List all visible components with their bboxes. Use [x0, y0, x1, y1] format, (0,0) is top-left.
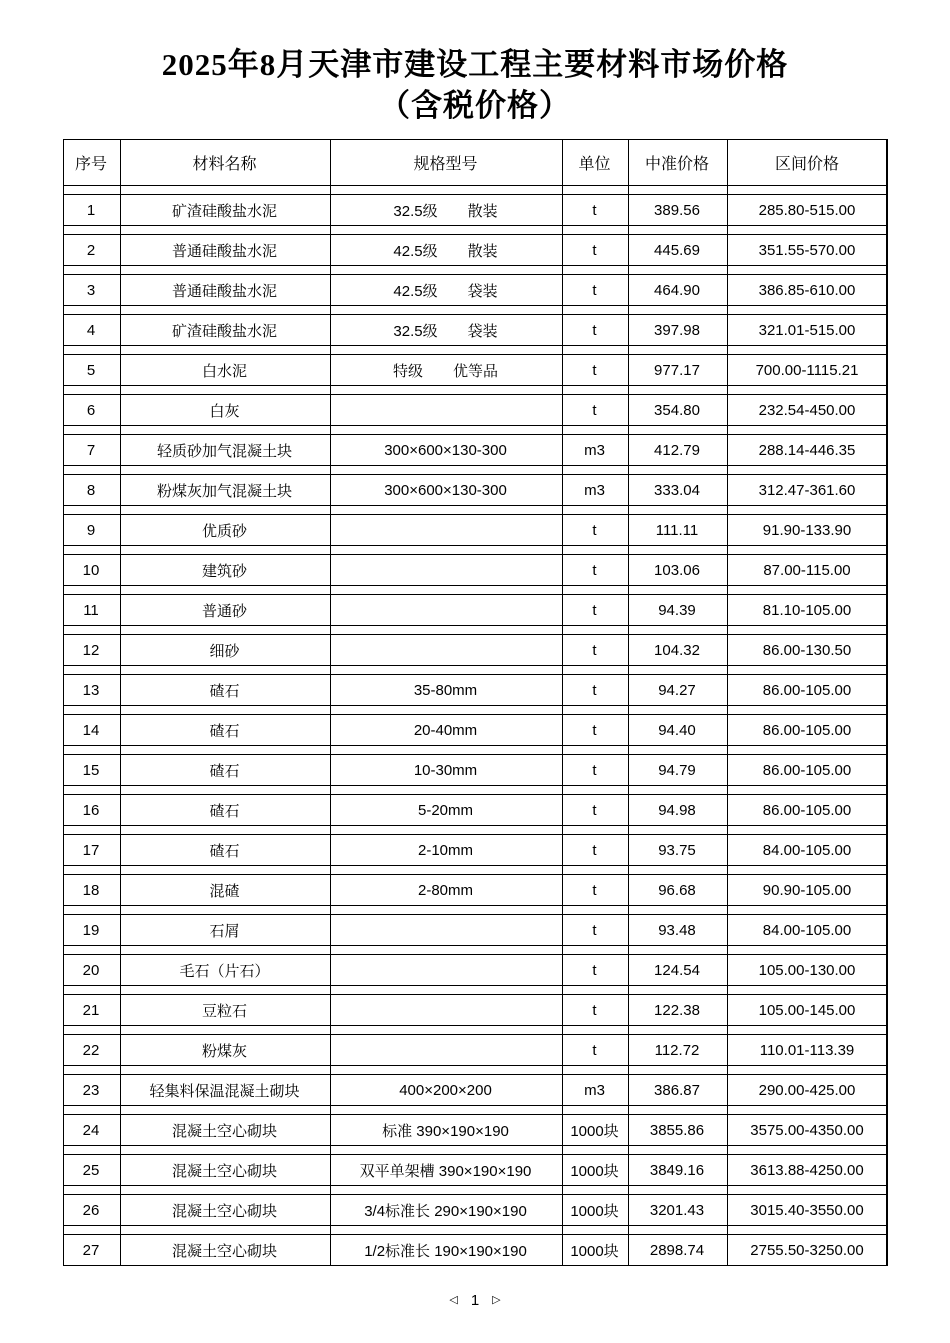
cell-price-range: 87.00-115.00 — [763, 561, 851, 579]
header-cell-spec: 规格型号 — [413, 156, 478, 173]
table-row — [63, 194, 888, 226]
cell-unit: t — [592, 601, 597, 619]
cell-unit: t — [592, 321, 597, 339]
cell-base-price: 386.87 — [654, 1081, 700, 1099]
cell-base-price: 96.68 — [658, 881, 696, 899]
cell-base-price: 977.17 — [654, 361, 700, 379]
cell-unit: t — [592, 281, 597, 299]
table-row — [63, 1154, 888, 1186]
cell-material: 细砂 — [209, 642, 240, 660]
cell-price-range: 3613.88-4250.00 — [750, 1161, 864, 1179]
table-row — [63, 274, 888, 306]
cell-material: 混碴 — [209, 882, 240, 900]
cell-base-price: 94.98 — [658, 801, 696, 819]
cell-material: 粉煤灰加气混凝土块 — [156, 482, 292, 500]
cell-spec — [330, 515, 562, 545]
cell-material: 碴石 — [209, 722, 240, 740]
cell-spec: 42.5级 散装 — [393, 242, 498, 260]
cell-material: 毛石（片石） — [179, 962, 270, 980]
table-row — [63, 1234, 888, 1266]
cell-seq: 15 — [82, 761, 100, 779]
cell-base-price: 2898.74 — [649, 1241, 705, 1259]
pager — [0, 1292, 950, 1309]
cell-seq: 22 — [82, 1041, 100, 1059]
table-row — [63, 834, 888, 866]
cell-seq: 13 — [82, 681, 100, 699]
cell-material: 建筑砂 — [201, 562, 247, 580]
table-row — [63, 314, 888, 346]
cell-base-price: 389.56 — [654, 201, 700, 219]
cell-spec: 300×600×130-300 — [384, 441, 507, 459]
cell-material: 粉煤灰 — [201, 1042, 247, 1060]
cell-price-range: 386.85-610.00 — [758, 281, 856, 299]
cell-price-range: 232.54-450.00 — [758, 401, 856, 419]
table-grid-line — [886, 139, 888, 1266]
cell-seq: 12 — [82, 641, 100, 659]
table-header-row — [63, 139, 888, 186]
cell-seq: 4 — [86, 321, 96, 339]
cell-unit: t — [592, 801, 597, 819]
cell-unit: t — [592, 761, 597, 779]
cell-price-range: 81.10-105.00 — [762, 601, 852, 619]
cell-unit: m3 — [584, 1081, 605, 1099]
cell-seq: 20 — [82, 961, 100, 979]
table-row — [63, 714, 888, 746]
cell-base-price: 104.32 — [654, 641, 700, 659]
cell-unit: t — [592, 401, 597, 419]
cell-seq: 3 — [86, 281, 96, 299]
cell-spec — [330, 555, 562, 585]
cell-material: 轻集料保温混凝土砌块 — [149, 1082, 300, 1100]
cell-seq: 27 — [82, 1241, 100, 1259]
cell-unit: m3 — [584, 441, 605, 459]
table-row — [63, 794, 888, 826]
cell-base-price: 445.69 — [654, 241, 700, 259]
cell-base-price: 122.38 — [654, 1001, 700, 1019]
cell-seq: 24 — [82, 1121, 100, 1139]
cell-price-range: 321.01-515.00 — [758, 321, 856, 339]
cell-unit: t — [592, 201, 597, 219]
cell-price-range: 105.00-130.00 — [758, 961, 856, 979]
table-grid-line — [63, 139, 65, 1266]
header-cell-material: 材料名称 — [192, 156, 257, 173]
cell-seq: 16 — [82, 801, 100, 819]
cell-seq: 2 — [86, 241, 96, 259]
cell-spec: 32.5级 散装 — [393, 202, 498, 220]
header-cell-base-price: 中准价格 — [644, 156, 709, 173]
cell-material: 混凝土空心砌块 — [171, 1122, 277, 1140]
cell-unit: t — [592, 561, 597, 579]
cell-unit: t — [592, 1041, 597, 1059]
cell-base-price: 93.48 — [658, 921, 696, 939]
cell-base-price: 112.72 — [654, 1041, 700, 1059]
cell-seq: 19 — [82, 921, 100, 939]
cell-base-price: 103.06 — [654, 561, 700, 579]
table-row — [63, 474, 888, 506]
table-grid-line — [628, 139, 630, 1266]
cell-spec: 300×600×130-300 — [384, 481, 507, 499]
cell-spec: 20-40mm — [413, 721, 478, 739]
table-row — [63, 394, 888, 426]
cell-seq: 17 — [82, 841, 100, 859]
cell-spec: 特级 优等品 — [392, 362, 498, 380]
cell-seq: 14 — [82, 721, 100, 739]
cell-price-range: 84.00-105.00 — [762, 841, 852, 859]
cell-price-range: 86.00-105.00 — [762, 801, 852, 819]
cell-material: 白灰 — [209, 402, 240, 420]
cell-spec: 5-20mm — [417, 801, 473, 819]
table-grid-line — [727, 139, 729, 1266]
cell-spec — [330, 595, 562, 625]
cell-material: 碴石 — [209, 802, 240, 820]
cell-material: 矿渣硅酸盐水泥 — [171, 322, 277, 340]
table-row — [63, 1194, 888, 1226]
cell-base-price: 412.79 — [654, 441, 700, 459]
cell-spec: 1/2标准长 190×190×190 — [364, 1242, 527, 1260]
next-page-button[interactable]: ▷ — [492, 1294, 501, 1306]
table-row — [63, 1074, 888, 1106]
cell-spec — [330, 395, 562, 425]
cell-price-range: 90.90-105.00 — [762, 881, 852, 899]
cell-material: 碴石 — [209, 762, 240, 780]
header-cell-seq: 序号 — [74, 156, 107, 173]
cell-price-range: 86.00-105.00 — [762, 681, 852, 699]
cell-spec: 32.5级 袋装 — [393, 322, 498, 340]
table-row — [63, 434, 888, 466]
header-cell-unit: 单位 — [578, 156, 611, 173]
cell-unit: 1000块 — [570, 1122, 619, 1140]
cell-unit: m3 — [584, 481, 605, 499]
cell-base-price: 94.39 — [658, 601, 696, 619]
cell-spec — [330, 915, 562, 945]
cell-spec: 2-80mm — [417, 881, 473, 899]
cell-material: 碴石 — [209, 682, 240, 700]
table-row — [63, 514, 888, 546]
cell-material: 普通硅酸盐水泥 — [171, 282, 277, 300]
table-row — [63, 1114, 888, 1146]
table-grid-line — [120, 139, 122, 1266]
title-line-2: （含税价格） — [379, 88, 571, 123]
title-line-1: 2025年8月天津市建设工程主要材料市场价格 — [161, 47, 789, 82]
cell-price-range: 312.47-361.60 — [758, 481, 856, 499]
cell-base-price: 3201.43 — [649, 1201, 705, 1219]
cell-base-price: 333.04 — [654, 481, 700, 499]
cell-unit: t — [592, 921, 597, 939]
cell-price-range: 700.00-1115.21 — [755, 361, 859, 379]
cell-price-range: 290.00-425.00 — [758, 1081, 856, 1099]
cell-unit: t — [592, 641, 597, 659]
cell-base-price: 3849.16 — [649, 1161, 705, 1179]
table-row — [63, 554, 888, 586]
cell-seq: 8 — [86, 481, 96, 499]
table-row — [63, 234, 888, 266]
cell-unit: t — [592, 681, 597, 699]
cell-seq: 10 — [82, 561, 100, 579]
cell-unit: t — [592, 721, 597, 739]
cell-base-price: 124.54 — [654, 961, 700, 979]
cell-spec — [330, 635, 562, 665]
table-grid-line — [330, 139, 332, 1266]
cell-base-price: 94.27 — [658, 681, 696, 699]
cell-price-range: 3575.00-4350.00 — [750, 1121, 864, 1139]
page-title — [0, 44, 950, 126]
cell-material: 混凝土空心砌块 — [171, 1242, 277, 1260]
cell-base-price: 397.98 — [654, 321, 700, 339]
table-grid-line — [562, 139, 564, 1266]
cell-spec: 3/4标准长 290×190×190 — [364, 1202, 527, 1220]
cell-seq: 23 — [82, 1081, 100, 1099]
cell-price-range: 110.01-113.39 — [759, 1041, 855, 1059]
cell-unit: t — [592, 841, 597, 859]
cell-seq: 25 — [82, 1161, 100, 1179]
cell-material: 轻质砂加气混凝土块 — [156, 442, 292, 460]
cell-seq: 7 — [86, 441, 96, 459]
cell-base-price: 354.80 — [654, 401, 700, 419]
cell-seq: 21 — [82, 1001, 100, 1019]
cell-material: 白水泥 — [201, 362, 247, 380]
table-row — [63, 1034, 888, 1066]
cell-seq: 6 — [86, 401, 96, 419]
cell-material: 混凝土空心砌块 — [171, 1202, 277, 1220]
cell-material: 碴石 — [209, 842, 240, 860]
cell-price-range: 288.14-446.35 — [758, 441, 856, 459]
table-row — [63, 874, 888, 906]
cell-seq: 11 — [83, 601, 99, 619]
cell-material: 混凝土空心砌块 — [171, 1162, 277, 1180]
prev-page-button[interactable]: ◁ — [449, 1294, 458, 1306]
cell-unit: t — [592, 521, 597, 539]
cell-material: 优质砂 — [201, 522, 247, 540]
cell-spec — [330, 995, 562, 1025]
price-table — [63, 139, 888, 1266]
table-row — [63, 634, 888, 666]
cell-material: 普通砂 — [201, 602, 247, 620]
cell-seq: 18 — [82, 881, 100, 899]
table-row — [63, 954, 888, 986]
cell-seq: 1 — [86, 201, 96, 219]
cell-base-price: 94.40 — [658, 721, 696, 739]
table-row — [63, 674, 888, 706]
cell-unit: t — [592, 1001, 597, 1019]
cell-material: 豆粒石 — [201, 1002, 247, 1020]
cell-price-range: 285.80-515.00 — [758, 201, 856, 219]
cell-base-price: 464.90 — [654, 281, 700, 299]
cell-spec: 42.5级 袋装 — [393, 282, 498, 300]
cell-price-range: 86.00-105.00 — [762, 721, 852, 739]
cell-unit: t — [592, 881, 597, 899]
header-cell-range: 区间价格 — [774, 156, 839, 173]
table-row — [63, 354, 888, 386]
cell-unit: t — [592, 961, 597, 979]
cell-spec: 400×200×200 — [399, 1081, 492, 1099]
cell-spec: 35-80mm — [413, 681, 478, 699]
cell-unit: t — [592, 361, 597, 379]
cell-seq: 9 — [86, 521, 96, 539]
cell-unit: t — [592, 241, 597, 259]
cell-price-range: 105.00-145.00 — [758, 1001, 856, 1019]
table-body — [63, 194, 888, 1266]
cell-spec: 10-30mm — [413, 761, 478, 779]
cell-spec: 标准 390×190×190 — [382, 1122, 509, 1140]
cell-seq: 5 — [86, 361, 96, 379]
cell-spec: 2-10mm — [417, 841, 473, 859]
cell-price-range: 86.00-130.50 — [762, 641, 852, 659]
cell-unit: 1000块 — [570, 1242, 619, 1260]
table-row — [63, 754, 888, 786]
cell-spec: 双平单架槽 390×190×190 — [359, 1162, 532, 1180]
cell-base-price: 3855.86 — [649, 1121, 705, 1139]
cell-material: 矿渣硅酸盐水泥 — [171, 202, 277, 220]
cell-unit: 1000块 — [570, 1202, 619, 1220]
table-row — [63, 994, 888, 1026]
cell-material: 石屑 — [209, 922, 240, 940]
cell-base-price: 111.11 — [655, 521, 699, 539]
cell-price-range: 91.90-133.90 — [762, 521, 852, 539]
cell-unit: 1000块 — [570, 1162, 619, 1180]
cell-price-range: 351.55-570.00 — [758, 241, 856, 259]
page-number: 1 — [470, 1292, 480, 1309]
cell-spec — [330, 1035, 562, 1065]
cell-price-range: 84.00-105.00 — [762, 921, 852, 939]
cell-material: 普通硅酸盐水泥 — [171, 242, 277, 260]
cell-base-price: 93.75 — [658, 841, 696, 859]
table-row — [63, 914, 888, 946]
cell-price-range: 2755.50-3250.00 — [750, 1241, 864, 1259]
cell-price-range: 3015.40-3550.00 — [750, 1201, 864, 1219]
cell-price-range: 86.00-105.00 — [762, 761, 852, 779]
cell-base-price: 94.79 — [658, 761, 696, 779]
cell-spec — [330, 955, 562, 985]
table-row — [63, 594, 888, 626]
cell-seq: 26 — [82, 1201, 100, 1219]
